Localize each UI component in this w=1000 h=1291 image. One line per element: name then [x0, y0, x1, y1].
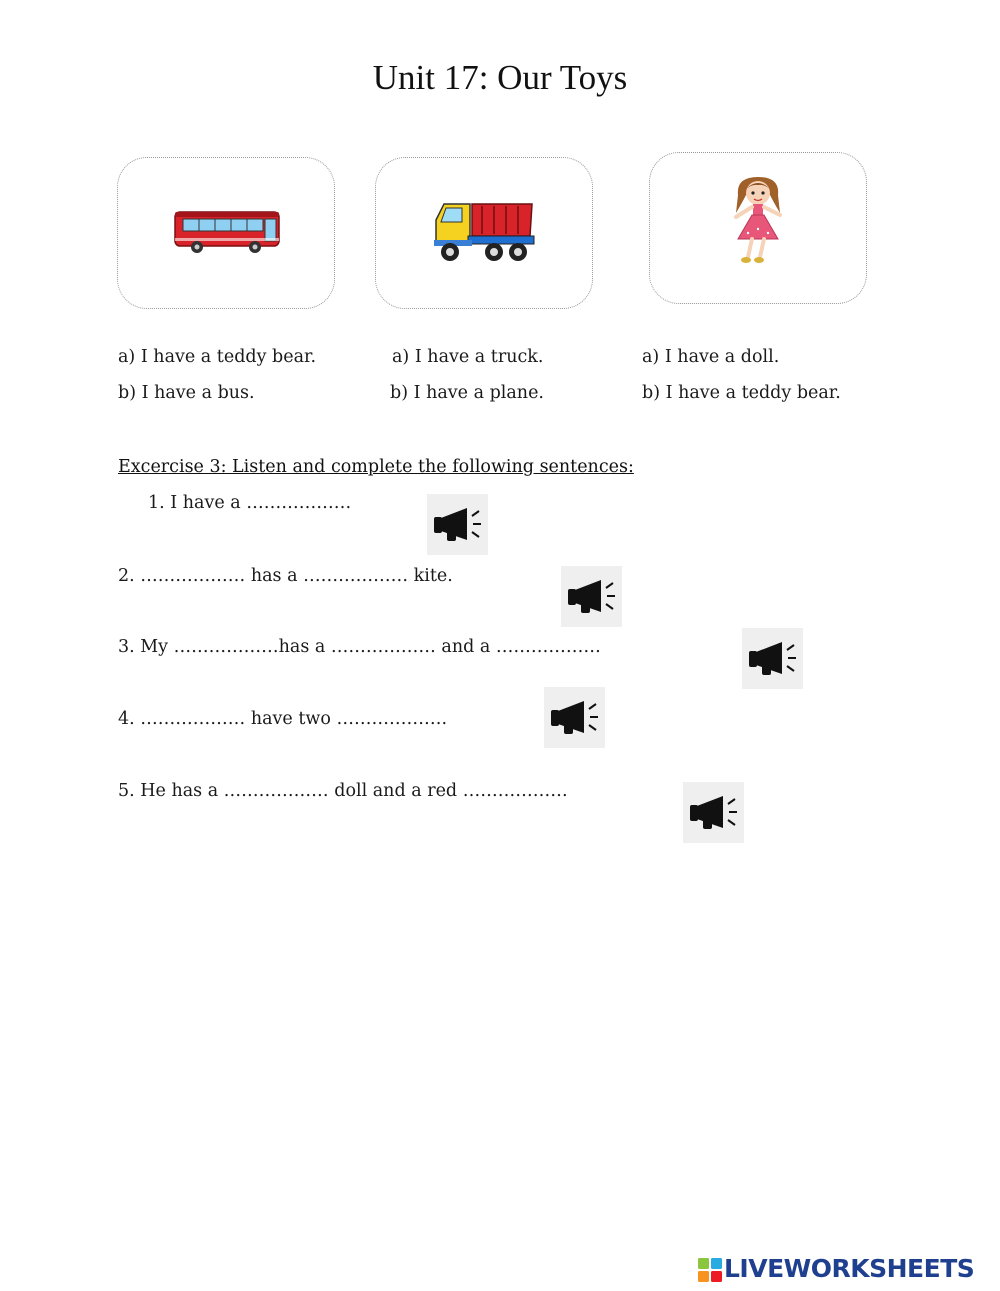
sentence-1: 1. I have a ……………… — [148, 493, 352, 513]
bus-icon — [173, 208, 283, 258]
sentence-5: 5. He has a ……………… doll and a red ……………… — [118, 781, 568, 801]
sentence-4: 4. ……………… have two ………………. — [118, 709, 448, 729]
page-title: Unit 17: Our Toys — [372, 58, 628, 97]
option-b-truck: b) I have a plane. — [390, 383, 544, 403]
option-a-doll: a) I have a doll. — [642, 347, 780, 367]
megaphone-icon — [544, 687, 605, 748]
doll-icon — [726, 173, 790, 267]
megaphone-icon — [683, 782, 744, 843]
dump-truck-icon — [432, 198, 536, 264]
sentence-2: 2. ……………… has a ……………… kite. — [118, 566, 453, 586]
megaphone-icon — [561, 566, 622, 627]
liveworksheets-mark-icon — [698, 1258, 722, 1282]
picture-card-bus — [117, 157, 335, 309]
option-b-bus: b) I have a bus. — [118, 383, 255, 403]
audio-button-1[interactable] — [427, 494, 488, 555]
option-b-doll: b) I have a teddy bear. — [642, 383, 841, 403]
audio-button-4[interactable] — [544, 687, 605, 748]
option-a-truck: a) I have a truck. — [392, 347, 544, 367]
picture-card-doll — [649, 152, 867, 304]
picture-card-truck — [375, 157, 593, 309]
megaphone-icon — [742, 628, 803, 689]
audio-button-5[interactable] — [683, 782, 744, 843]
option-a-bus: a) I have a teddy bear. — [118, 347, 317, 367]
audio-button-2[interactable] — [561, 566, 622, 627]
exercise-title: Excercise 3: Listen and complete the following sentences: — [118, 457, 634, 477]
audio-button-3[interactable] — [742, 628, 803, 689]
sentence-3: 3. My ………………has a ……………… and a ……………… — [118, 637, 601, 657]
megaphone-icon — [427, 494, 488, 555]
logo-text: LIVEWORKSHEETS — [724, 1254, 975, 1283]
